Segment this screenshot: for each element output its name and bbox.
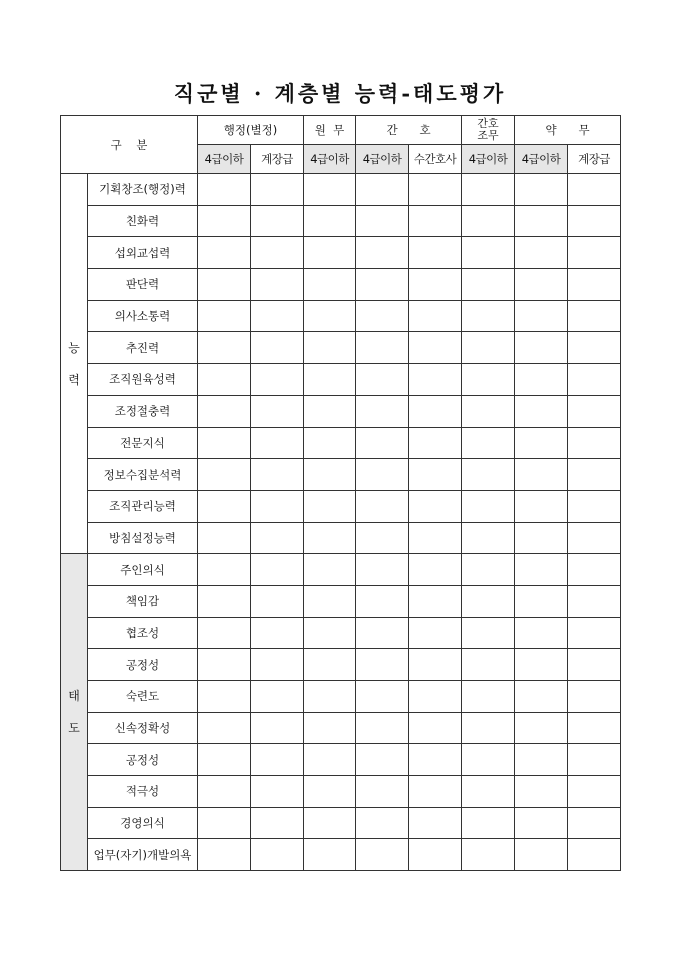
evaluation-cell[interactable] xyxy=(304,744,356,776)
evaluation-cell[interactable] xyxy=(462,712,515,744)
evaluation-cell[interactable] xyxy=(304,174,356,206)
evaluation-cell[interactable] xyxy=(409,269,462,301)
evaluation-cell[interactable] xyxy=(409,459,462,491)
group-header-admin: 행정(별정) xyxy=(198,116,304,145)
evaluation-cell[interactable] xyxy=(568,681,621,713)
evaluation-cell[interactable] xyxy=(198,427,251,459)
evaluation-cell[interactable] xyxy=(568,332,621,364)
evaluation-cell[interactable] xyxy=(515,585,568,617)
subheader-cell: 계장급 xyxy=(568,145,621,174)
evaluation-cell[interactable] xyxy=(409,332,462,364)
group-header-nursing-assistant xyxy=(462,116,515,145)
evaluation-cell[interactable] xyxy=(409,776,462,808)
evaluation-cell[interactable] xyxy=(304,300,356,332)
evaluation-cell[interactable] xyxy=(515,332,568,364)
evaluation-cell[interactable] xyxy=(409,364,462,396)
evaluation-cell[interactable] xyxy=(409,395,462,427)
evaluation-cell[interactable] xyxy=(462,427,515,459)
evaluation-cell[interactable] xyxy=(356,744,409,776)
evaluation-cell[interactable] xyxy=(304,490,356,522)
evaluation-cell[interactable] xyxy=(568,174,621,206)
table-row xyxy=(61,776,621,808)
evaluation-cell[interactable] xyxy=(356,776,409,808)
group-header-nursing: 간 호 xyxy=(356,116,462,145)
evaluation-cell[interactable] xyxy=(356,459,409,491)
item-label: 전문지식 xyxy=(88,427,198,459)
evaluation-cell[interactable] xyxy=(462,174,515,206)
evaluation-cell[interactable] xyxy=(409,490,462,522)
evaluation-cell[interactable] xyxy=(409,522,462,554)
table-row xyxy=(61,269,621,301)
evaluation-cell[interactable] xyxy=(198,459,251,491)
evaluation-cell[interactable] xyxy=(515,395,568,427)
subheader-cell: 계장급 xyxy=(251,145,304,174)
table-row xyxy=(61,681,621,713)
evaluation-cell[interactable] xyxy=(356,649,409,681)
evaluation-cell[interactable] xyxy=(356,300,409,332)
table-row xyxy=(61,554,621,586)
item-label: 협조성 xyxy=(88,617,198,649)
evaluation-cell[interactable] xyxy=(568,490,621,522)
evaluation-cell[interactable] xyxy=(462,364,515,396)
evaluation-cell[interactable] xyxy=(251,585,304,617)
evaluation-cell[interactable] xyxy=(356,681,409,713)
evaluation-cell[interactable] xyxy=(251,522,304,554)
evaluation-cell[interactable] xyxy=(515,205,568,237)
evaluation-table xyxy=(60,115,621,871)
evaluation-cell[interactable] xyxy=(198,364,251,396)
evaluation-cell[interactable] xyxy=(251,554,304,586)
evaluation-cell[interactable] xyxy=(462,459,515,491)
table-row xyxy=(61,585,621,617)
evaluation-cell[interactable] xyxy=(304,649,356,681)
evaluation-cell[interactable] xyxy=(356,427,409,459)
evaluation-cell[interactable] xyxy=(462,205,515,237)
evaluation-cell[interactable] xyxy=(568,617,621,649)
evaluation-cell[interactable] xyxy=(198,776,251,808)
evaluation-cell[interactable] xyxy=(409,712,462,744)
table-row xyxy=(61,839,621,871)
group-header-medical-affairs: 원 무 xyxy=(304,116,356,145)
evaluation-cell[interactable] xyxy=(198,807,251,839)
evaluation-cell[interactable] xyxy=(515,300,568,332)
item-label: 정보수집분석력 xyxy=(88,459,198,491)
evaluation-cell[interactable] xyxy=(304,585,356,617)
evaluation-cell[interactable] xyxy=(568,300,621,332)
evaluation-cell[interactable] xyxy=(198,395,251,427)
evaluation-cell[interactable] xyxy=(251,459,304,491)
evaluation-cell[interactable] xyxy=(462,237,515,269)
table-row xyxy=(61,459,621,491)
evaluation-cell[interactable] xyxy=(515,364,568,396)
evaluation-cell[interactable] xyxy=(568,744,621,776)
evaluation-cell[interactable] xyxy=(304,712,356,744)
item-label: 공정성 xyxy=(88,649,198,681)
evaluation-cell[interactable] xyxy=(409,744,462,776)
evaluation-cell[interactable] xyxy=(462,839,515,871)
evaluation-cell[interactable] xyxy=(304,776,356,808)
evaluation-cell[interactable] xyxy=(356,237,409,269)
evaluation-cell[interactable] xyxy=(409,174,462,206)
subheader-cell: 4급이하 xyxy=(356,145,409,174)
evaluation-cell[interactable] xyxy=(251,744,304,776)
evaluation-cell[interactable] xyxy=(462,585,515,617)
item-label: 주인의식 xyxy=(88,554,198,586)
evaluation-cell[interactable] xyxy=(568,522,621,554)
evaluation-cell[interactable] xyxy=(409,300,462,332)
item-label: 친화력 xyxy=(88,205,198,237)
evaluation-cell[interactable] xyxy=(304,395,356,427)
category-cell xyxy=(61,174,88,554)
evaluation-cell[interactable] xyxy=(568,585,621,617)
category-label-line2: 도 xyxy=(68,721,80,736)
table-row xyxy=(61,427,621,459)
evaluation-cell[interactable] xyxy=(356,585,409,617)
evaluation-cell[interactable] xyxy=(462,332,515,364)
evaluation-cell[interactable] xyxy=(251,490,304,522)
item-label: 섭외교섭력 xyxy=(88,237,198,269)
evaluation-cell[interactable] xyxy=(251,776,304,808)
item-label: 조직원육성력 xyxy=(88,364,198,396)
page-title: 직군별 · 계층별 능력-태도평가 xyxy=(173,81,507,106)
evaluation-cell[interactable] xyxy=(251,269,304,301)
table-row xyxy=(61,712,621,744)
evaluation-cell[interactable] xyxy=(198,585,251,617)
evaluation-cell[interactable] xyxy=(515,459,568,491)
evaluation-cell[interactable] xyxy=(356,205,409,237)
evaluation-cell[interactable] xyxy=(251,174,304,206)
subheader-cell: 4급이하 xyxy=(198,145,251,174)
evaluation-cell[interactable] xyxy=(409,649,462,681)
group-header-pharmacy: 약 무 xyxy=(515,116,621,145)
subheader-cell: 4급이하 xyxy=(515,145,568,174)
evaluation-cell[interactable] xyxy=(462,807,515,839)
category-label-line1: 능 xyxy=(68,340,80,355)
evaluation-cell[interactable] xyxy=(356,364,409,396)
evaluation-cell[interactable] xyxy=(462,269,515,301)
evaluation-cell[interactable] xyxy=(356,617,409,649)
item-label: 책임감 xyxy=(88,585,198,617)
evaluation-cell[interactable] xyxy=(462,776,515,808)
evaluation-cell[interactable] xyxy=(198,174,251,206)
evaluation-cell[interactable] xyxy=(198,681,251,713)
item-label: 숙련도 xyxy=(88,681,198,713)
item-label: 조직관리능력 xyxy=(88,490,198,522)
evaluation-cell[interactable] xyxy=(198,300,251,332)
evaluation-cell[interactable] xyxy=(462,395,515,427)
evaluation-cell[interactable] xyxy=(198,649,251,681)
evaluation-cell[interactable] xyxy=(356,522,409,554)
evaluation-cell[interactable] xyxy=(568,712,621,744)
evaluation-cell[interactable] xyxy=(304,237,356,269)
evaluation-cell[interactable] xyxy=(515,269,568,301)
evaluation-cell[interactable] xyxy=(356,839,409,871)
nursing-assistant-line1: 간호 xyxy=(477,117,499,130)
evaluation-cell[interactable] xyxy=(515,522,568,554)
evaluation-cell[interactable] xyxy=(515,807,568,839)
evaluation-cell[interactable] xyxy=(198,839,251,871)
evaluation-cell[interactable] xyxy=(568,554,621,586)
evaluation-cell[interactable] xyxy=(304,681,356,713)
category-cell xyxy=(61,554,88,871)
evaluation-cell[interactable] xyxy=(304,269,356,301)
evaluation-cell[interactable] xyxy=(568,839,621,871)
evaluation-cell[interactable] xyxy=(356,554,409,586)
item-label: 적극성 xyxy=(88,776,198,808)
evaluation-cell[interactable] xyxy=(515,744,568,776)
evaluation-cell[interactable] xyxy=(568,649,621,681)
item-label: 신속정확성 xyxy=(88,712,198,744)
item-label: 방침설정능력 xyxy=(88,522,198,554)
evaluation-cell[interactable] xyxy=(409,807,462,839)
table-row xyxy=(61,364,621,396)
evaluation-cell[interactable] xyxy=(462,617,515,649)
table-row xyxy=(61,332,621,364)
evaluation-cell[interactable] xyxy=(462,522,515,554)
table-row xyxy=(61,807,621,839)
evaluation-cell[interactable] xyxy=(462,681,515,713)
table-row xyxy=(61,237,621,269)
evaluation-cell[interactable] xyxy=(251,427,304,459)
evaluation-cell[interactable] xyxy=(568,427,621,459)
table-row xyxy=(61,300,621,332)
evaluation-cell[interactable] xyxy=(251,807,304,839)
item-label: 기획창조(행정)력 xyxy=(88,174,198,206)
evaluation-cell[interactable] xyxy=(304,617,356,649)
evaluation-cell[interactable] xyxy=(198,237,251,269)
category-label-line1: 태 xyxy=(68,689,80,704)
evaluation-cell[interactable] xyxy=(356,269,409,301)
evaluation-cell[interactable] xyxy=(251,300,304,332)
evaluation-cell[interactable] xyxy=(304,554,356,586)
evaluation-cell[interactable] xyxy=(568,237,621,269)
evaluation-cell[interactable] xyxy=(356,490,409,522)
evaluation-cell[interactable] xyxy=(515,617,568,649)
evaluation-cell[interactable] xyxy=(304,332,356,364)
evaluation-cell[interactable] xyxy=(515,174,568,206)
evaluation-cell[interactable] xyxy=(251,649,304,681)
item-label: 업무(자기)개발의욕 xyxy=(88,839,198,871)
evaluation-cell[interactable] xyxy=(198,617,251,649)
evaluation-cell[interactable] xyxy=(198,490,251,522)
evaluation-cell[interactable] xyxy=(251,681,304,713)
evaluation-cell[interactable] xyxy=(356,807,409,839)
table-row xyxy=(61,490,621,522)
evaluation-cell[interactable] xyxy=(409,585,462,617)
evaluation-cell[interactable] xyxy=(304,522,356,554)
evaluation-cell[interactable] xyxy=(515,490,568,522)
evaluation-cell[interactable] xyxy=(198,522,251,554)
evaluation-cell[interactable] xyxy=(409,617,462,649)
evaluation-cell[interactable] xyxy=(409,839,462,871)
evaluation-cell[interactable] xyxy=(462,744,515,776)
table-row xyxy=(61,395,621,427)
item-label: 판단력 xyxy=(88,269,198,301)
table-row xyxy=(61,617,621,649)
evaluation-cell[interactable] xyxy=(356,174,409,206)
evaluation-cell[interactable] xyxy=(568,364,621,396)
evaluation-cell[interactable] xyxy=(198,744,251,776)
evaluation-cell[interactable] xyxy=(515,649,568,681)
evaluation-cell[interactable] xyxy=(304,205,356,237)
evaluation-cell[interactable] xyxy=(568,776,621,808)
evaluation-cell[interactable] xyxy=(462,649,515,681)
evaluation-cell[interactable] xyxy=(409,554,462,586)
item-label: 공정성 xyxy=(88,744,198,776)
evaluation-cell[interactable] xyxy=(515,554,568,586)
table-row xyxy=(61,205,621,237)
evaluation-cell[interactable] xyxy=(356,332,409,364)
nursing-assistant-line2: 조무 xyxy=(477,129,499,142)
evaluation-cell[interactable] xyxy=(251,839,304,871)
item-label: 경영의식 xyxy=(88,807,198,839)
evaluation-cell[interactable] xyxy=(568,807,621,839)
evaluation-cell[interactable] xyxy=(515,776,568,808)
category-label-line2: 력 xyxy=(68,372,80,387)
evaluation-cell[interactable] xyxy=(409,205,462,237)
subheader-cell: 4급이하 xyxy=(462,145,515,174)
evaluation-cell[interactable] xyxy=(304,427,356,459)
item-label: 조정절충력 xyxy=(88,395,198,427)
subheader-cell: 4급이하 xyxy=(304,145,356,174)
evaluation-cell[interactable] xyxy=(251,617,304,649)
evaluation-cell[interactable] xyxy=(198,554,251,586)
evaluation-cell[interactable] xyxy=(251,205,304,237)
item-label: 의사소통력 xyxy=(88,300,198,332)
evaluation-cell[interactable] xyxy=(462,490,515,522)
evaluation-cell[interactable] xyxy=(568,269,621,301)
evaluation-cell[interactable] xyxy=(251,237,304,269)
evaluation-cell[interactable] xyxy=(251,712,304,744)
evaluation-cell[interactable] xyxy=(198,712,251,744)
evaluation-cell[interactable] xyxy=(304,839,356,871)
evaluation-cell[interactable] xyxy=(515,839,568,871)
evaluation-cell[interactable] xyxy=(409,237,462,269)
table-row xyxy=(61,744,621,776)
evaluation-cell[interactable] xyxy=(515,237,568,269)
evaluation-cell[interactable] xyxy=(462,300,515,332)
evaluation-cell[interactable] xyxy=(198,205,251,237)
evaluation-cell[interactable] xyxy=(251,395,304,427)
evaluation-cell[interactable] xyxy=(251,332,304,364)
evaluation-cell[interactable] xyxy=(568,395,621,427)
evaluation-cell[interactable] xyxy=(304,364,356,396)
evaluation-cell[interactable] xyxy=(568,459,621,491)
evaluation-cell[interactable] xyxy=(251,364,304,396)
evaluation-cell[interactable] xyxy=(515,681,568,713)
item-label: 추진력 xyxy=(88,332,198,364)
evaluation-cell[interactable] xyxy=(515,712,568,744)
evaluation-cell[interactable] xyxy=(568,205,621,237)
evaluation-cell[interactable] xyxy=(198,332,251,364)
evaluation-cell[interactable] xyxy=(356,712,409,744)
evaluation-cell[interactable] xyxy=(409,681,462,713)
subheader-cell: 수간호사 xyxy=(409,145,462,174)
table-row xyxy=(61,174,621,206)
evaluation-cell[interactable] xyxy=(462,554,515,586)
evaluation-cell[interactable] xyxy=(409,427,462,459)
evaluation-cell[interactable] xyxy=(515,427,568,459)
table-row xyxy=(61,522,621,554)
classification-header: 구 분 xyxy=(61,116,198,174)
evaluation-cell[interactable] xyxy=(304,807,356,839)
table-row xyxy=(61,649,621,681)
evaluation-cell[interactable] xyxy=(304,459,356,491)
evaluation-cell[interactable] xyxy=(356,395,409,427)
evaluation-cell[interactable] xyxy=(198,269,251,301)
